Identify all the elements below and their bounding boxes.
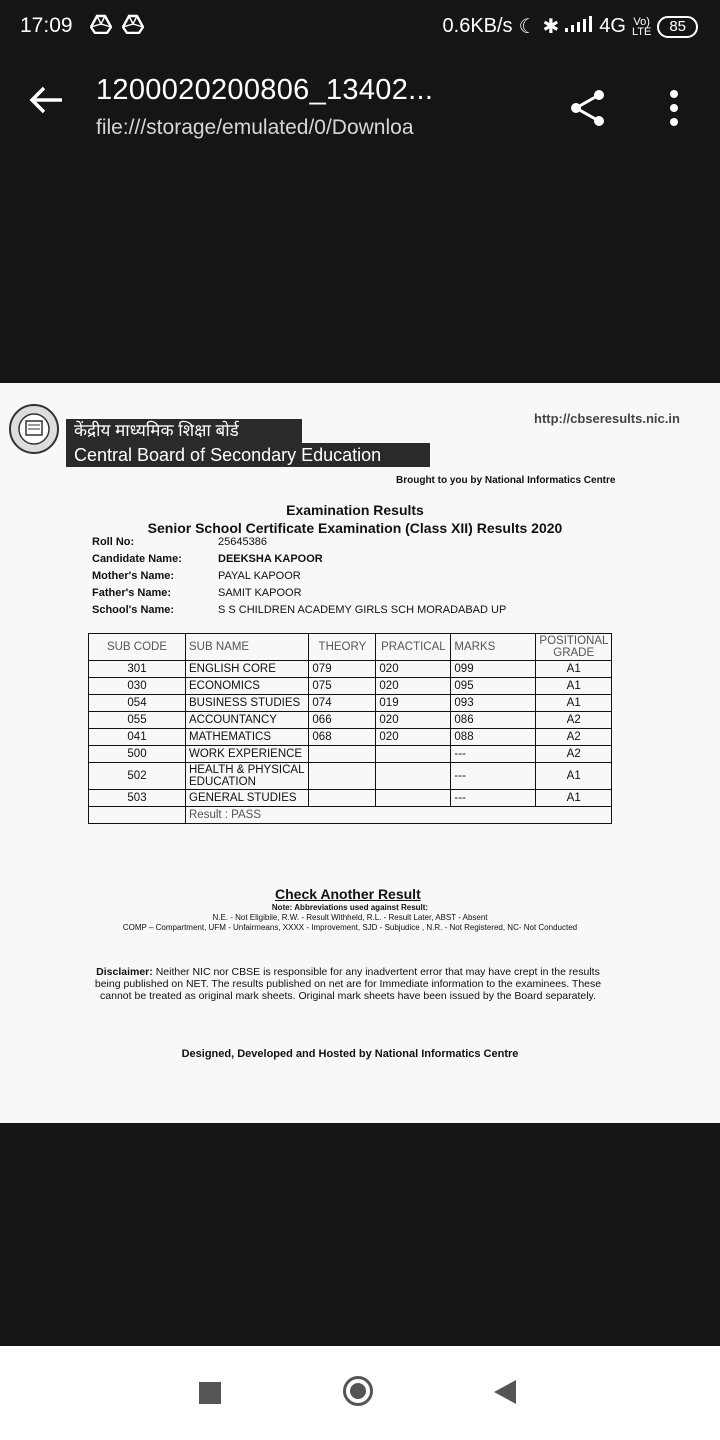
drive-icon xyxy=(90,14,112,39)
cell-marks: 093 xyxy=(451,695,536,712)
volte-label: Vo) xyxy=(633,15,650,28)
table-row xyxy=(89,746,612,763)
table-body xyxy=(89,661,612,807)
field-label: Roll No: xyxy=(92,536,135,548)
cell-sub-name: ECONOMICS xyxy=(186,678,309,695)
cell-practical xyxy=(376,790,451,807)
cell-marks: --- xyxy=(451,790,536,807)
cell-grade: A1 xyxy=(536,790,612,807)
field-value: 25645386 xyxy=(218,536,267,548)
note-line: N.E. - Not Eligibile, R.W. - Result Withheld, R.L. - Result Later, ABST - Absent xyxy=(212,913,488,922)
field-label: Mother's Name: xyxy=(92,570,175,582)
board-name-hindi: केंद्रीय माध्यमिक शिक्षा बोर्ड xyxy=(66,419,302,443)
cell-marks: 095 xyxy=(451,678,536,695)
clock: 17:09 xyxy=(20,14,73,37)
cell-sub-code: 030 xyxy=(89,678,186,695)
cell-marks: --- xyxy=(451,763,536,790)
result-spacer xyxy=(89,807,186,824)
cell-theory: 074 xyxy=(309,695,376,712)
cell-practical: 019 xyxy=(376,695,451,712)
cell-grade: A2 xyxy=(536,729,612,746)
note-line: COMP – Compartment, UFM - Unfairmeans, XXXX - Improvement, SJD - Subjudice , N.R. - Not Registered, NC- Not Conducted xyxy=(122,923,578,932)
cell-sub-name: GENERAL STUDIES xyxy=(186,790,309,807)
brought-by-text: Brought to you by National Informatics Centre xyxy=(396,475,616,486)
field-label: Father's Name: xyxy=(92,587,172,599)
cell-grade: A1 xyxy=(536,695,612,712)
status-indicators xyxy=(443,14,698,39)
cell-sub-name: HEALTH & PHYSICAL EDUCATION xyxy=(186,763,309,790)
cell-theory: 066 xyxy=(309,712,376,729)
cbse-logo-icon xyxy=(8,403,60,455)
document-page xyxy=(0,383,720,1123)
network-type: 4G xyxy=(599,15,626,37)
battery-icon: 85 xyxy=(657,16,698,38)
back-button-icon[interactable] xyxy=(494,1380,516,1404)
header-sub-code: SUB CODE xyxy=(89,634,186,661)
cell-sub-code: 054 xyxy=(89,695,186,712)
cell-marks: 099 xyxy=(451,661,536,678)
cell-grade: A1 xyxy=(536,661,612,678)
board-name-english: Central Board of Secondary Education xyxy=(66,443,430,467)
cell-practical: 020 xyxy=(376,678,451,695)
exam-subtitle: Senior School Certificate Examination (Class XII) Results 2020 xyxy=(147,520,563,536)
cell-sub-code: 055 xyxy=(89,712,186,729)
cell-grade: A1 xyxy=(536,678,612,695)
cell-sub-code: 503 xyxy=(89,790,186,807)
header-practical: PRACTICAL xyxy=(376,634,451,661)
share-icon[interactable] xyxy=(568,88,608,128)
cell-sub-name: WORK EXPERIENCE xyxy=(186,746,309,763)
website-url: http://cbseresults.nic.in xyxy=(534,411,680,426)
field-value: DEEKSHA KAPOOR xyxy=(218,553,323,565)
file-title: 1200020200806_13402... xyxy=(96,74,434,106)
field-label: Candidate Name: xyxy=(92,553,182,565)
header-positional-grade: POSITIONAL GRADE xyxy=(536,634,612,661)
note-title: Note: Abbreviations used against Result: xyxy=(271,903,429,912)
cell-sub-name: ACCOUNTANCY xyxy=(186,712,309,729)
disclaimer-text: Neither NIC nor CBSE is responsible for any inadvertent error that may have crept in the results being published on NET. The results published on net are for Immediate information to the examinees. These cannot be treated as original mark sheets. Original mark sheets have been issued by the Board separately. xyxy=(94,966,602,1002)
check-another-result-link[interactable]: Check Another Result xyxy=(275,886,421,902)
disclaimer xyxy=(88,966,608,1002)
bluetooth-icon: ✱ xyxy=(542,16,560,38)
header-marks: MARKS xyxy=(451,634,536,661)
back-arrow-icon[interactable] xyxy=(28,82,64,125)
more-options-icon[interactable] xyxy=(662,88,686,128)
cell-practical: 020 xyxy=(376,661,451,678)
designed-by-text: Designed, Developed and Hosted by National Informatics Centre xyxy=(181,1048,519,1060)
field-value: S S CHILDREN ACADEMY GIRLS SCH MORADABAD UP xyxy=(218,604,507,616)
table-row xyxy=(89,790,612,807)
volte-indicator xyxy=(632,17,651,37)
result-row xyxy=(89,807,612,824)
cell-grade: A1 xyxy=(536,763,612,790)
network-speed: 0.6KB/s xyxy=(442,15,513,37)
result-text: Result : PASS xyxy=(186,807,612,824)
cell-marks: --- xyxy=(451,746,536,763)
lte-label: LTE xyxy=(631,25,652,38)
cell-sub-code: 301 xyxy=(89,661,186,678)
cell-theory: 079 xyxy=(309,661,376,678)
table-row xyxy=(89,661,612,678)
signal-icon xyxy=(565,15,593,38)
field-value: PAYAL KAPOOR xyxy=(218,570,301,582)
file-path: file:///storage/emulated/0/Downloa xyxy=(96,116,414,139)
navigation-bar xyxy=(0,1346,720,1440)
table-row xyxy=(89,763,612,790)
cell-theory xyxy=(309,763,376,790)
cell-grade: A2 xyxy=(536,746,612,763)
drive-icon xyxy=(122,14,144,39)
cell-practical xyxy=(376,763,451,790)
abbreviations-note xyxy=(0,903,700,933)
field-value: SAMIT KAPOOR xyxy=(218,587,302,599)
cell-sub-code: 041 xyxy=(89,729,186,746)
marks-table xyxy=(88,633,612,824)
cell-theory: 075 xyxy=(309,678,376,695)
cell-sub-code: 502 xyxy=(89,763,186,790)
field-label: School's Name: xyxy=(92,604,175,616)
cell-marks: 088 xyxy=(451,729,536,746)
cell-practical xyxy=(376,746,451,763)
cell-theory xyxy=(309,746,376,763)
moon-icon: ☾ xyxy=(518,16,537,38)
recents-button-icon[interactable] xyxy=(199,1382,221,1404)
status-bar xyxy=(0,0,720,52)
table-header-row xyxy=(89,634,612,661)
table-row xyxy=(89,712,612,729)
app-bar xyxy=(0,52,720,162)
cell-practical: 020 xyxy=(376,729,451,746)
header-theory: THEORY xyxy=(309,634,376,661)
disclaimer-label: Disclaimer: xyxy=(96,966,153,978)
home-button-icon[interactable] xyxy=(343,1376,373,1406)
cell-sub-name: BUSINESS STUDIES xyxy=(186,695,309,712)
cell-sub-name: MATHEMATICS xyxy=(186,729,309,746)
cell-sub-name: ENGLISH CORE xyxy=(186,661,309,678)
table-row xyxy=(89,729,612,746)
cell-sub-code: 500 xyxy=(89,746,186,763)
cell-marks: 086 xyxy=(451,712,536,729)
cell-theory: 068 xyxy=(309,729,376,746)
exam-title: Examination Results xyxy=(286,502,424,518)
table-row xyxy=(89,695,612,712)
table-row xyxy=(89,678,612,695)
header-sub-name: SUB NAME xyxy=(186,634,309,661)
cell-theory xyxy=(309,790,376,807)
cell-practical: 020 xyxy=(376,712,451,729)
cell-grade: A2 xyxy=(536,712,612,729)
